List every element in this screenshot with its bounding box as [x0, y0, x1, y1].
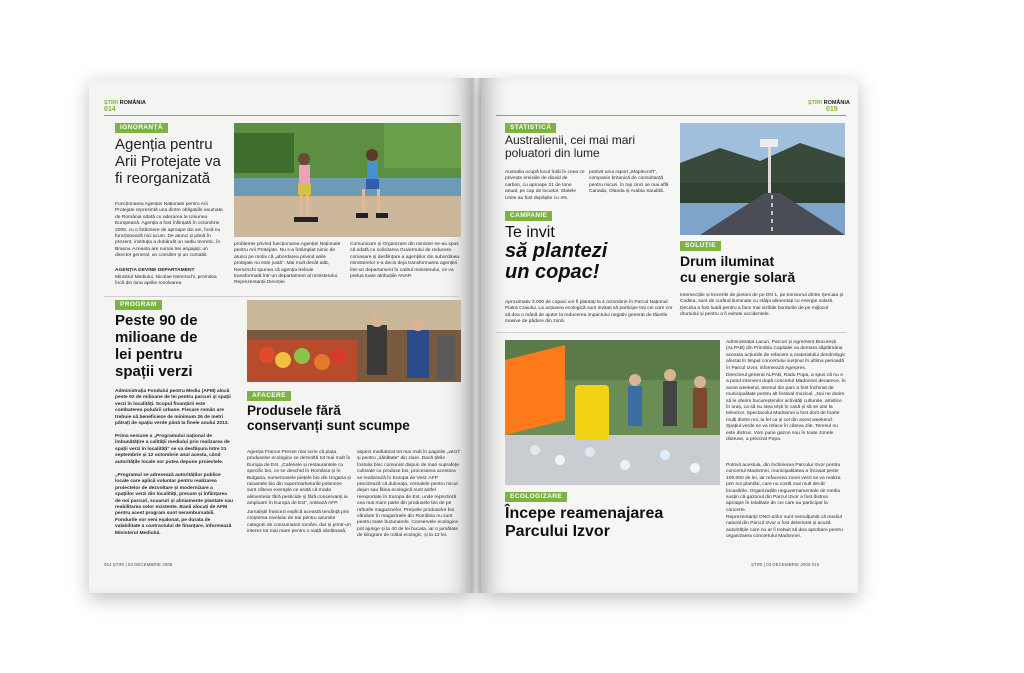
article-title-agentia: Agenția pentru Arii Protejate va fi reorganizată [115, 136, 221, 187]
left-folio: 014 [104, 106, 116, 113]
parc-side-col3: Potrivit acestuia, din închirierea Parcului Izvor pentru concertul Madonnei, municipalitatea a încasat peste 100.000 de lei, iar refacerea zonei verzi se va realiza prin noi plantări, care nu costă mai mult decât încasările. Organizațiile neguvernamentale de mediu susțin că gazonul din Parcul Izvor a fost distrus aproape în totalitate de cei care au participat la concerte. [726, 463, 841, 513]
left-header-brand: ȘTIRI ROMÂNIA [104, 100, 146, 106]
right-footer: ȘTIRI | 03 DECEMBRIE 2009 015 [751, 562, 820, 567]
agentia-col3: Comunicare și Organizare din minister ne-au spus că odată cu solicitarea Guvernului de reducere, comasare și desființare a agențiilor din subordinea ministerelor s-a decis deja transformarea agenției într-un departament în cadrul ministerului, ce va prelua toate atribuțiile ANAP. [350, 242, 460, 280]
afacere-col1b: Jurnaliștii francezi explică această tendință prin creșterea nivelului de trai pentru anumite categorii de consumatori români, dar și printr-un interes tot mai mare pentru o viață sănătoasă, [247, 510, 351, 535]
agentia-col1b: Ministrul Mediului, Nicolae Nemirschi, promitea încă din luna aprilie rezolvarea [115, 275, 217, 287]
program-body2: Prima sesiune a „Programului național de îmbunătățire a calității mediului prin realizarea de spații verzi în localități” se va desfășura între 21 septembrie și 12 octombrie anul acesta, când autoritățile locale vor putea depune proiectele. [115, 434, 230, 465]
tag-afacere: AFACERE [247, 391, 291, 401]
photo-solar-road [680, 123, 845, 235]
tag-ignoranta: IGNORANȚĂ [115, 123, 168, 133]
article-title-parcul-izvor: Începe reamenajarea Parcului Izvor [505, 505, 664, 540]
agentia-col1: Funcționarea Agenției Naționale pentru Arii Protejate reprezintă una dintre obligațiile asumate de România odată cu aderarea la Uniunea Europeană. Agenția a fost înființată în octombrie 2008, cu o întârziere de aproape doi ani, însă nu funcționează nici acum. De atunci și până în prezent, instituția a dobândit un sediu teoretic, în Brașov. Aceasta are numai trei angajați: un director general, un consilier și un contabil. [115, 202, 223, 259]
agentia-col2: problemei privind funcționarea Agenției Naționale pentru Arii Protejate. Nu s-a întâmplat nimic de atunci pe motiv că „abordarea privind ariile protejate nu este justă”. Mai mult decât atât, Nemirschi spunea că agenția trebuie transformată într-un departament al ministerului. Reprezentanții Direcției [234, 242, 341, 286]
campanie-title-l2: să plantezi un copac! [505, 240, 608, 283]
magazine-spine [472, 78, 481, 593]
right-folio: 015 [826, 106, 838, 113]
parc-side-col: Administrația Lacuri, Parcuri și Agrement București (ALPAB) din Primăria Capitalei va demara săptămâna aceasta acțiunile de refacere a materialului dendrologic afectat în timpul concertului susținut în ultima perioadă în Parcul Izvor, informează Agerpres. [726, 340, 846, 371]
right-page [481, 78, 858, 593]
tag-campanie: CAMPANIE [505, 211, 552, 221]
tag-program: PROGRAM [115, 300, 162, 310]
parc-side-col2: Directorul general ALPAB, Radu Popa, a spus că nu s-a putut interveni după concertul Madonnei deoarece, în acest weekend, terenul din parc a fost închiriat de municipalitate pentru alt festival muzical. „Noi ne dorim să le oferim bucureștenilor activități culturale, artistice în oraș, ca să nu stea triști în casă și să se uite la televizor. Spectacolul Madonnei a fost dorit de foarte mulți dintre noi, la fel ca și cel din acest weekend. Spațiul verde se va reface în câteva zile. Terenul nu este distrus. Vom pune gazon nou în toate zonele distruse, a precizat Popa. [726, 373, 846, 443]
program-body3: „Programul se adresează autorităților publice locale care aplică voluntar pentru realizarea proiectelor de dezvoltare și modernizare a spațiilor verzi din localități, precum și înființarea de noi parcuri, scuaruri și aliniamente plantate sau reabilitarea celor existente. Banii alocați de AFM pentru acest program sunt nerambursabili. Fondurile vor veni eșalonat, pe durata de valabilitate a contractului de finanțare, informează Ministerul Mediului. [115, 473, 233, 536]
left-page [89, 78, 472, 593]
afacere-col1: Agenția France Presse mai scrie că piața produselor ecologice se dezvoltă tot mai mult în Europa de Est. „Cafenele și restaurantele cu specific bio, ce se deschid în România și în Bulgaria, numeroasele piețele bio din Ungaria și raioanele bio din supermarketurile poloneze sunt câteva exemple ce arată că moda alimentelor fără pesticide și fără conservanți ia amploare în Europa de Est”, notează AFP. [247, 450, 351, 507]
tag-solutie: SOLUȚIE [680, 241, 721, 251]
article-title-drum-iluminat: Drum iluminat cu energie solară [680, 253, 796, 285]
program-body1: Administrația Fondului pentru Mediu (AFM) alocă peste 92 de milioane de lei pentru parcuri și spații verzi în localități. Scopul finanțării este combaterea poluării urbane. Fiecare român are trebuie să beneficieze de minimum 26 de metri pătrați de spațiu verde până la finele anului 2013. [115, 389, 231, 427]
tag-ecologizare: ECOLOGIZARE [505, 492, 567, 502]
photo-park-trash [505, 340, 720, 485]
photo-market-stall [247, 300, 461, 382]
right-header-brand: ȘTIRI ROMÂNIA [808, 100, 850, 106]
campanie-body: Aproximativ 3.000 de copaci vor fi plantați la 4 octombrie în Parcul Național Piatra Craiului. La acțiunea ecologică sunt invitați să participe toți cei care vor să dea o mână de ajutor la reducerea impactului negativ generat de tăierile masive de pădure din zonă. [505, 300, 673, 325]
afacere-col2: aspect mediatizat tot mai mult în paginile „verzi” și pentru „sănătate” din ziare. Dacă țările fostului bloc comunist dispun de mari suprafețe cultivate cu produse bio, procesarea acestora se realizează în Europa de Vest. AFP precizează că dulceața, cerealele pentru micul dejun sau făina ecologică sunt astfel reexportate în Europa de Est, unde reprezintă cea mai mare parte din produsele bio de pe rafturile magazinelor. Prețurile produselor bio vândute în magazinele din România nu sunt pentru toate buzunarele. Conservele ecologice pot ajunge și la 40 de lei bucata, iar o jumătate de kilogram de mălai ecologic, și la 12 lei. [357, 450, 461, 539]
article-title-produsele: Produsele fără conservanți sunt scumpe [247, 403, 410, 433]
campanie-title-l1: Te invit [505, 224, 555, 241]
statistica-col2: potrivit unui raport „Maplecroft”, companie britanică de consultanță pentru riscuri. În top cinci se mai află Canada, Olanda și Arabia Saudită. [589, 170, 669, 195]
statistica-col1: Australia ocupă locul întâi în ceea ce privește emisiile de dioxid de carbon, cu aproape 21 de tone anual, pe cap de locuitor. Statele Unite au fost depășite cu 4%. [505, 170, 585, 201]
solutie-body: Intersecțiile și trecerile de pietoni de pe DN 1, pe tronsonul dintre Șercaia și Codlea, sunt de curând iluminate cu stâlpi alimentați cu energie solară. Decizia a fost luată pentru a face mai vizibile bordurile de pe mijlocul drumului și pentru a fi evitate accidentele. [680, 293, 844, 318]
article-title-spatii-verzi: Peste 90 de milioane de lei pentru spații verzi [115, 312, 198, 380]
parc-side-col4: Reprezentanții ONG-urilor sunt nemulțumiți că mediul natural din Parcul Izvor a fost deteriorat și acuză autoritățile care nu ar fi trebuit să dea aprobare pentru organizarea concertului Madonnei. [726, 515, 843, 540]
agentia-subhead: AGENȚIA DEVINE DEPARTAMENT [115, 268, 195, 273]
photo-rollerblading-girls [234, 123, 461, 237]
tag-statistica: STATISTICĂ [505, 123, 556, 133]
left-footer: 014 ȘTIRI | 03 DECEMBRIE 2009 [104, 562, 173, 567]
article-title-australienii: Australienii, cei mai mari poluatori din lume [505, 133, 636, 160]
